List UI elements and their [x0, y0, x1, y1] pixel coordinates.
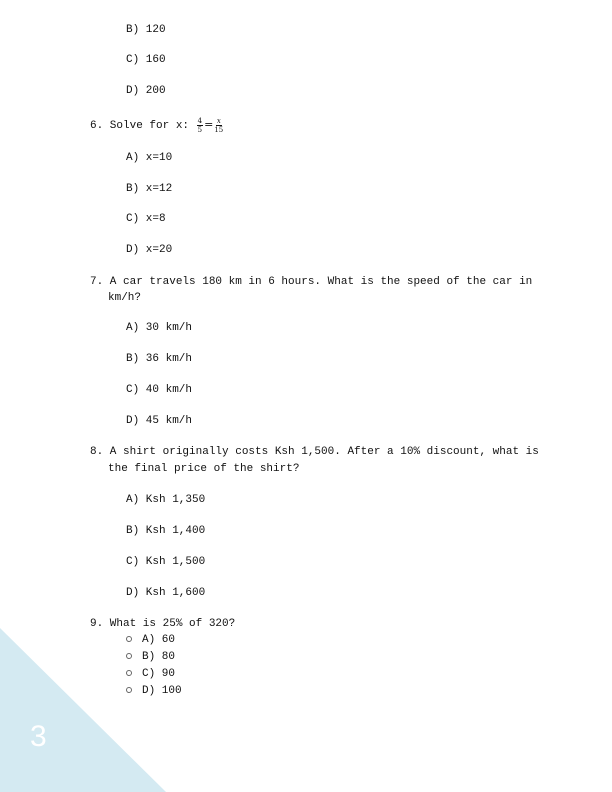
question-7-text: km/h? [108, 292, 142, 304]
option: C) 160 [126, 54, 166, 66]
bullet-icon [126, 653, 132, 659]
bullet-icon [126, 687, 132, 693]
fraction [214, 117, 223, 134]
denominator: 5 [197, 125, 203, 134]
option [126, 667, 175, 681]
option-label: C) 90 [142, 668, 176, 680]
option [126, 684, 182, 698]
option: C) 40 km/h [126, 384, 193, 396]
option: A) 30 km/h [126, 322, 193, 334]
option-label: B) 80 [142, 651, 176, 663]
fraction [197, 117, 203, 134]
option-label: A) 60 [142, 634, 176, 646]
option: D) x=20 [126, 244, 173, 256]
numerator: 4 [197, 116, 203, 125]
option: D) Ksh 1,600 [126, 587, 206, 599]
option [126, 633, 175, 647]
option: D) 45 km/h [126, 415, 193, 427]
option: C) x=8 [126, 213, 166, 225]
option: A) Ksh 1,350 [126, 494, 206, 506]
equals-sign: = [204, 118, 214, 131]
option: B) 120 [126, 24, 166, 36]
bullet-icon [126, 670, 132, 676]
bullet-icon [126, 636, 132, 642]
option: B) x=12 [126, 183, 173, 195]
question-text: 6. Solve for x: [90, 119, 190, 132]
question-6 [90, 116, 224, 135]
option [126, 650, 175, 664]
page-number: 3 [30, 720, 47, 753]
numerator: x [216, 116, 221, 125]
option: B) Ksh 1,400 [126, 525, 206, 537]
denominator: 15 [214, 125, 224, 134]
question-8-text: the final price of the shirt? [108, 463, 300, 475]
option: C) Ksh 1,500 [126, 556, 206, 568]
question-8-text: 8. A shirt originally costs Ksh 1,500. After a 10% discount, what is [90, 446, 539, 458]
option: D) 200 [126, 85, 166, 97]
option: A) x=10 [126, 152, 173, 164]
option-label: D) 100 [142, 685, 182, 697]
option: B) 36 km/h [126, 353, 193, 365]
question-7-text: 7. A car travels 180 km in 6 hours. What is the speed of the car in [90, 276, 533, 288]
question-9-text: 9. What is 25% of 320? [90, 618, 236, 630]
